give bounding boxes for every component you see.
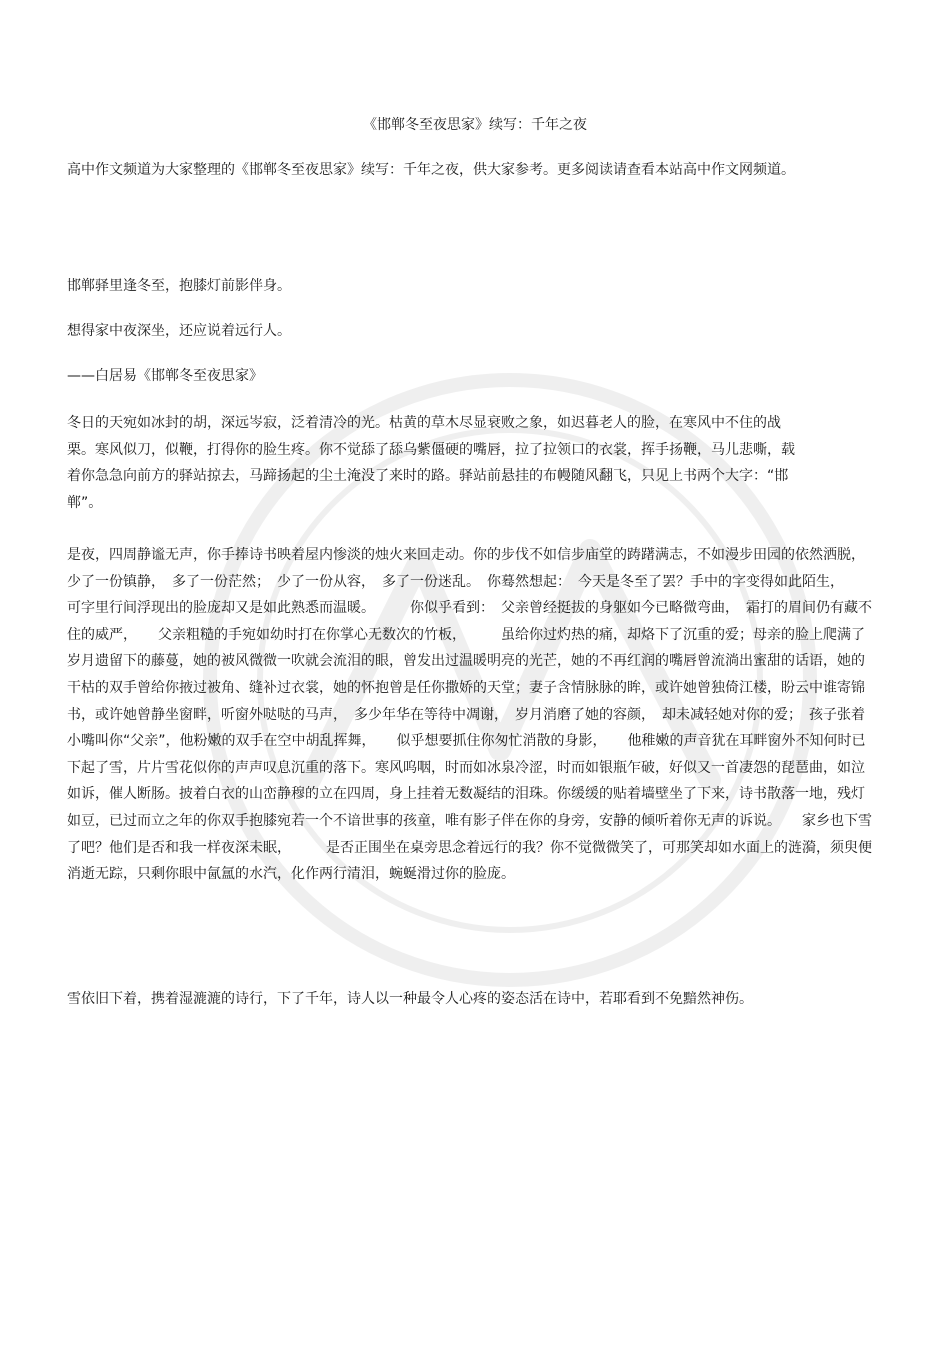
poem-line-2: 想得家中夜深坐，还应说着远行人。 (67, 323, 291, 339)
body-paragraph-3: 雪依旧下着，携着湿漉漉的诗行，下了千年，诗人以一种最令人心疼的姿态活在诗中，若耶看到不免黯然神伤。 (67, 991, 753, 1007)
poem-line-1: 邯郸驿里逢冬至，抱膝灯前影伴身。 (67, 278, 291, 294)
poem-attribution: ——白居易《邯郸冬至夜思家》 (67, 368, 263, 384)
intro-paragraph: 高中作文频道为大家整理的《邯郸冬至夜思家》续写：千年之夜，供大家参考。更多阅读请查看本站高中作文网频道。 (67, 162, 795, 178)
body-paragraph-1: 冬日的天宛如冰封的胡，深远岑寂，泛着清冷的光。枯黄的草木尽显衰败之象，如迟暮老人的脸，在寒风中不住的战栗。寒风似刀，似鞭，打得你的脸生疼。你不觉舔了舔乌紫僵硬的嘴唇，拉了拉领口的衣裳，挥手扬鞭，马儿悲嘶，载着你急急向前方的驿站掠去，马蹄扬起的尘土淹没了来时的路。驿站前悬挂的布幔随风翻飞，只见上书两个大字：“邯郸”。 (67, 415, 795, 511)
document-title: 《邯郸冬至夜思家》续写：千年之夜 (363, 117, 587, 133)
body-paragraph-2: 是夜，四周静谧无声，你手捧诗书映着屋内惨淡的烛火来回走动。你的步伐不如信步庙堂的踌躇满志，不如漫步田园的依然洒脱， 少了一份镇静， 多了一份茫然； 少了一份从容， 多了一份迷乱。 你蓦然想起： 今天是冬至了罢？手中的字变得如此陌生， 可字里行间浮现出的脸庞却又是如此熟悉而温暖。 你似乎看到： 父亲曾经挺拔的身躯如今已略微弯曲， 霜打的眉间仍有藏不住的威严， 父亲粗糙的手宛如幼时打在你掌心无数次的竹板， 虽给你过灼热的痛，却烙下了沉重的爱；母亲的脸上爬满了岁月遗留下的藤蔓，她的被风微微一吹就会流泪的眼，曾发出过温暖明亮的光芒，她的不再红润的嘴唇曾流淌出蜜甜的话语，她的干枯的双手曾给你掖过被角、缝补过衣裳，她的怀抱曾是任你撒娇的天堂；妻子含情脉脉的眸，或许她曾独倚江楼，盼云中谁寄锦书，或许她曾静坐窗畔，听窗外哒哒的马声， 多少年华在等待中凋谢， 岁月消磨了她的容颜， 却未减轻她对你的爱； 孩子张着小嘴叫你“父亲”，他粉嫩的双手在空中胡乱挥舞， 似乎想要抓住你匆忙消散的身影， 他稚嫩的声音犹在耳畔窗外不知何时已下起了雪，片片雪花似你的声声叹息沉重的落下。寒风呜咽，时而如冰泉冷涩，时而如银瓶乍破，好似又一首凄怨的琵琶曲，如泣如诉，催人断肠。披着白衣的山峦静穆的立在四周，身上挂着无数凝结的泪珠。你缓缓的贴着墙壁坐了下来，诗书散落一地，残灯如豆，已过而立之年的你双手抱膝宛若一个不谙世事的孩童，唯有影子伴在你的身旁，安静的倾听着你无声的诉说。 家乡也下雪了吧？他们是否和我一样夜深未眠， 是否正围坐在桌旁思念着远行的我？你不觉微微笑了，可那笑却如水面上的涟漪，须臾便消逝无踪，只剩你眼中氤氲的水汽，化作两行清泪，蜿蜒滑过你的脸庞。 (67, 547, 872, 883)
